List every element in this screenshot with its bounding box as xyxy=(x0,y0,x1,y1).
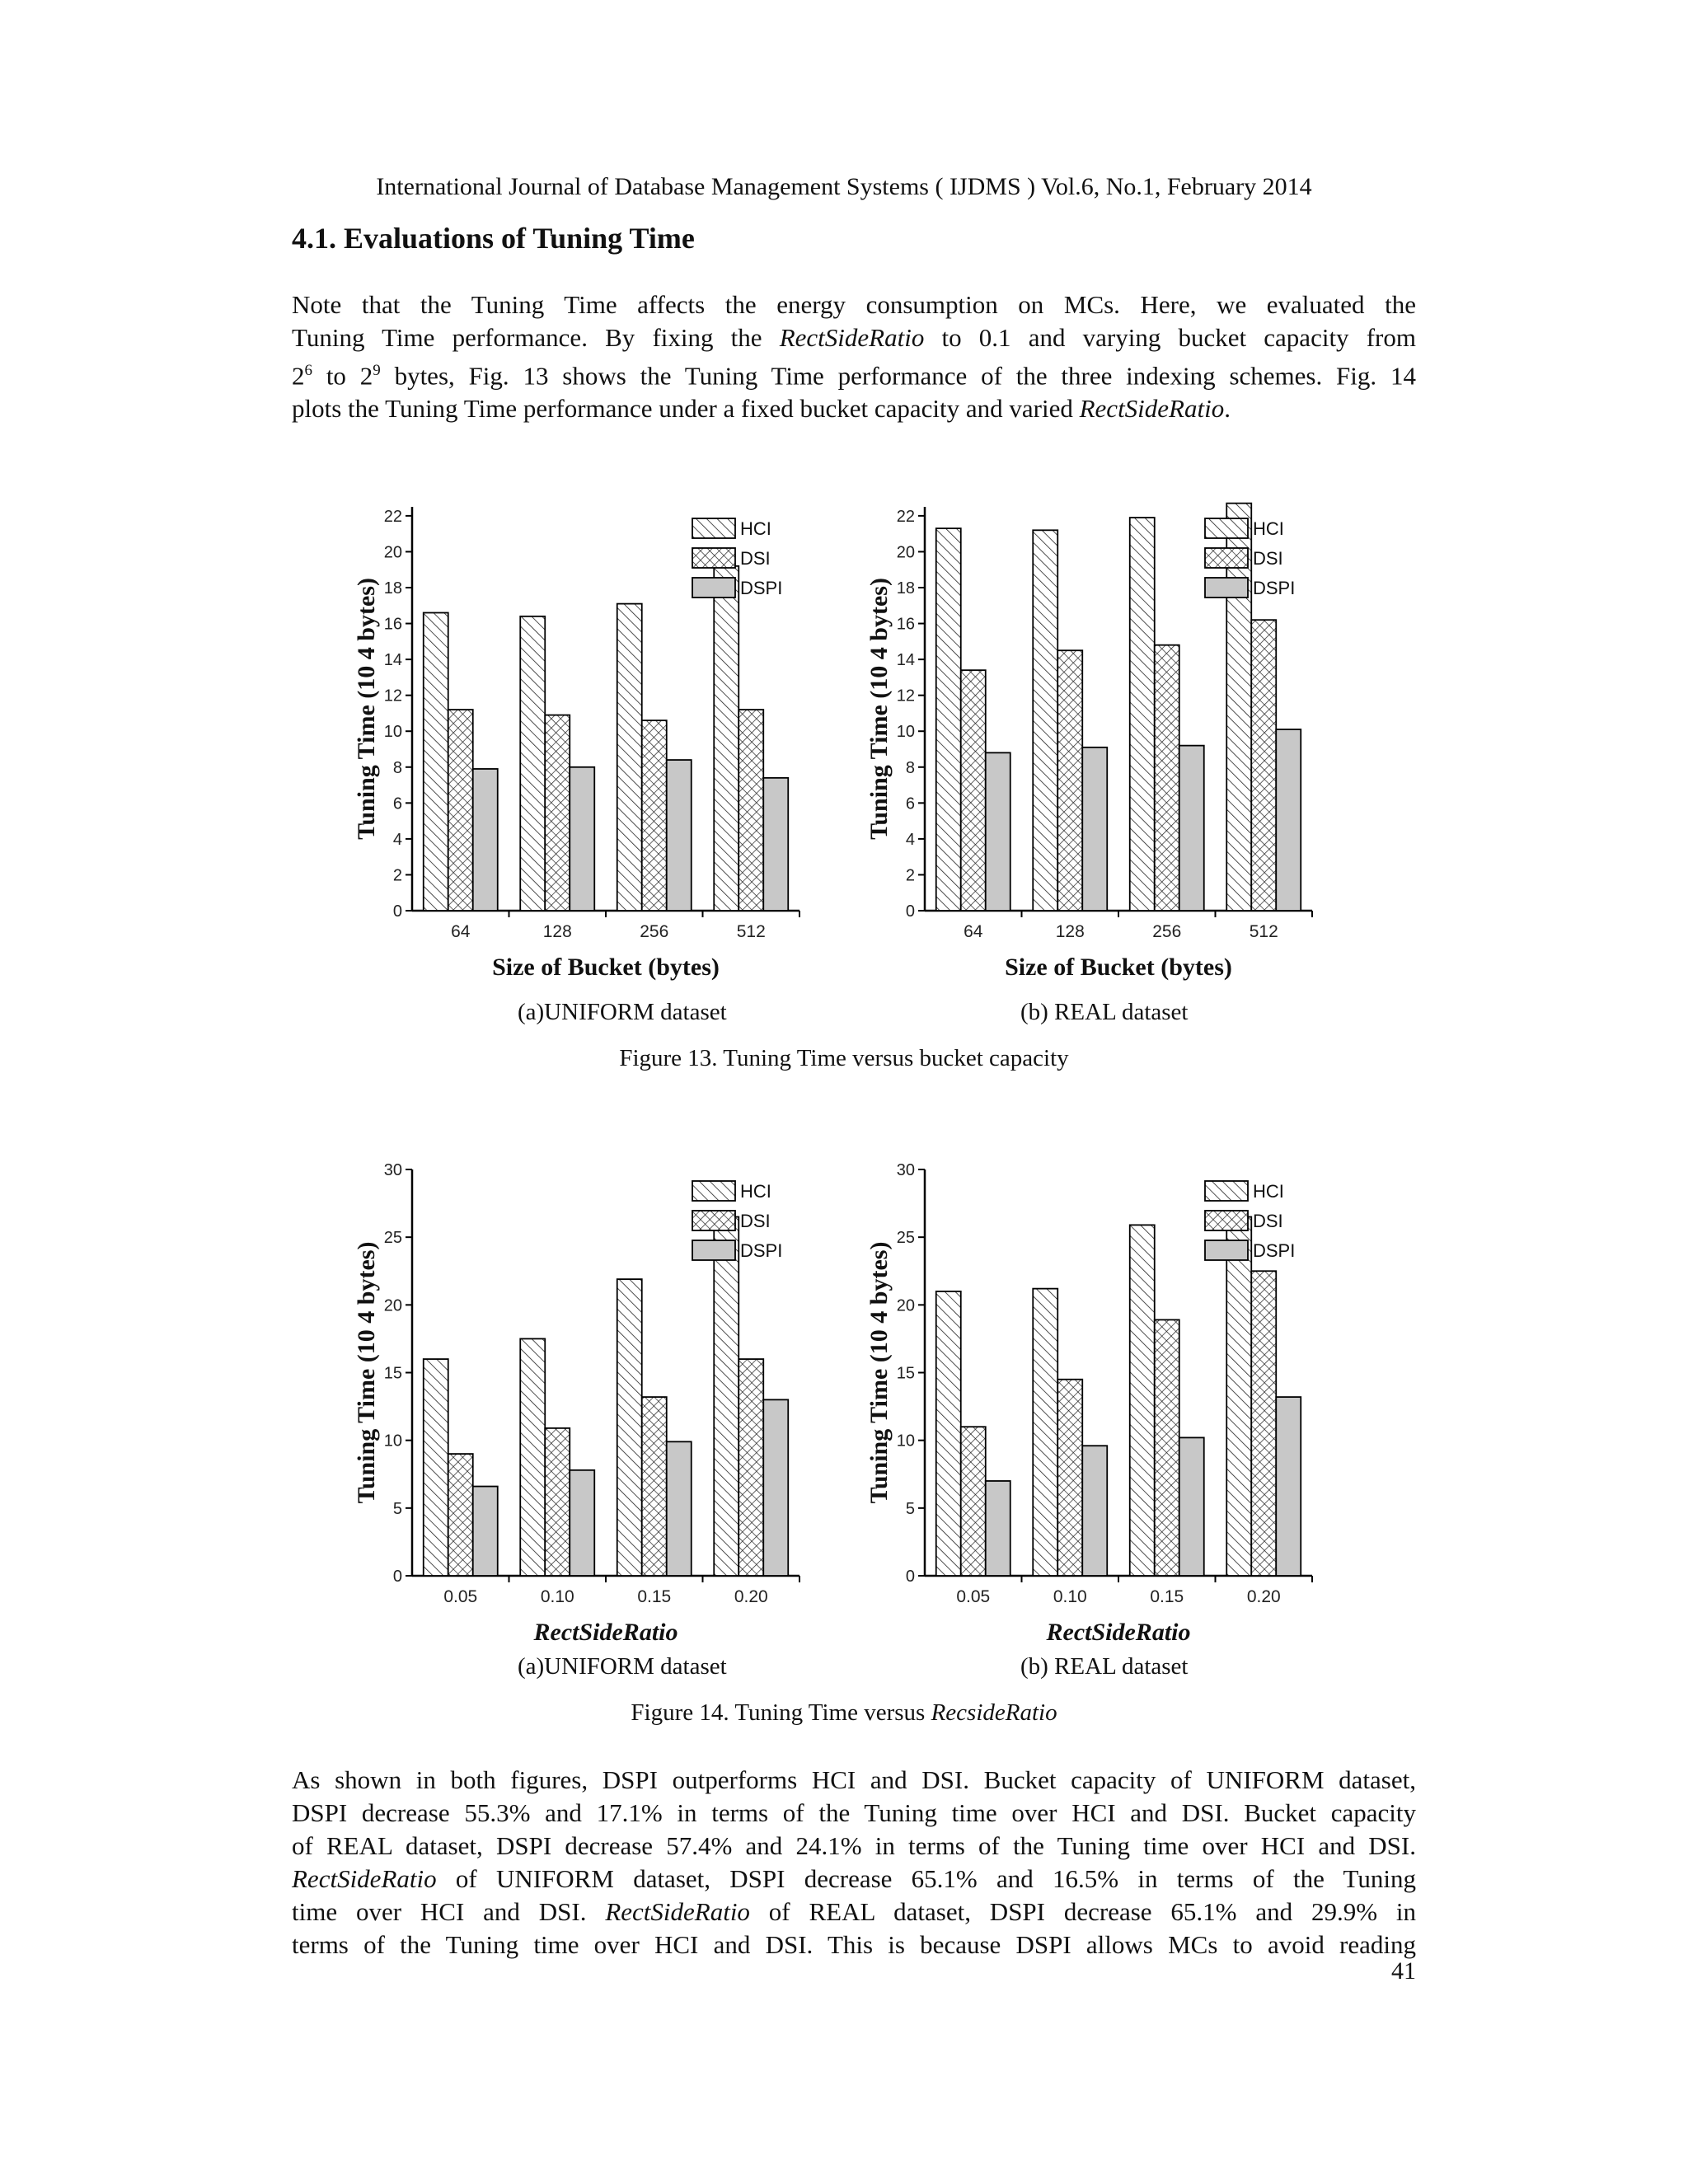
legend-swatch-dspi xyxy=(1205,1240,1248,1260)
x-axis-label: RectSideRatio xyxy=(533,1619,678,1646)
y-tick-label: 12 xyxy=(896,687,915,705)
bar-hci xyxy=(1130,518,1155,911)
y-tick-label: 16 xyxy=(383,615,402,634)
bar-hci xyxy=(936,528,961,911)
x-axis-label: RectSideRatio xyxy=(1046,1619,1191,1646)
x-tick-label: 64 xyxy=(451,922,471,941)
y-tick-label: 0 xyxy=(392,1568,402,1586)
legend-label-dsi: DSI xyxy=(740,1211,771,1231)
bar-dsi xyxy=(1057,1380,1082,1576)
intro-line-1: Note that the Tuning Time affects the energy consumption on MCs. Here, we evaluated the xyxy=(292,290,1416,319)
bar-dspi xyxy=(1276,729,1301,911)
bar-dspi xyxy=(1276,1397,1301,1576)
x-tick-label: 0.20 xyxy=(734,1587,768,1606)
y-tick-label: 20 xyxy=(383,543,402,562)
bar-hci xyxy=(617,604,642,911)
bar-dsi xyxy=(738,710,763,911)
chart-fig13b xyxy=(859,494,1370,1005)
fig14-subcaption-b: (b) REAL dataset xyxy=(1020,1653,1189,1680)
bar-dsi xyxy=(545,1428,570,1576)
bar-dspi xyxy=(667,760,692,911)
bar-dsi xyxy=(1155,645,1179,911)
fig13-subcaption-a: (a)UNIFORM dataset xyxy=(518,999,727,1025)
chart-fig14a xyxy=(346,1154,857,1657)
bar-hci xyxy=(520,616,545,911)
y-tick-label: 2 xyxy=(392,866,402,885)
x-tick-label: 0.15 xyxy=(637,1587,672,1606)
bar-dspi xyxy=(986,1481,1010,1576)
y-tick-label: 5 xyxy=(905,1499,915,1518)
x-tick-label: 128 xyxy=(542,922,572,941)
x-axis-label: Size of Bucket (bytes) xyxy=(1005,954,1232,981)
bar-hci xyxy=(520,1338,545,1576)
bar-hci xyxy=(1033,1289,1057,1576)
y-tick-label: 8 xyxy=(392,758,402,777)
bar-dspi xyxy=(473,769,498,911)
y-tick-label: 4 xyxy=(392,830,402,849)
y-tick-label: 10 xyxy=(896,1432,915,1451)
bar-hci xyxy=(1226,1217,1251,1576)
bar-dsi xyxy=(448,1454,473,1576)
bar-dsi xyxy=(545,715,570,911)
y-tick-label: 30 xyxy=(896,1161,915,1179)
legend-swatch-hci xyxy=(1205,1181,1248,1201)
x-tick-label: 64 xyxy=(964,922,983,941)
legend-swatch-dspi xyxy=(1205,578,1248,598)
bar-dsi xyxy=(1155,1319,1179,1576)
bar-hci xyxy=(1033,530,1057,911)
bar-dsi xyxy=(961,670,986,911)
y-tick-label: 0 xyxy=(905,1568,915,1586)
y-tick-label: 30 xyxy=(383,1161,402,1179)
bar-dspi xyxy=(1179,1437,1204,1576)
legend-swatch-dspi xyxy=(692,1240,735,1260)
results-line-5: time over HCI and DSI. RectSideRatio of REAL dataset, DSPI decrease 65.1% and 29.9% in xyxy=(292,1897,1416,1926)
x-tick-label: 512 xyxy=(1249,922,1278,941)
x-tick-label: 0.10 xyxy=(540,1587,574,1606)
y-tick-label: 16 xyxy=(896,615,915,634)
chart-fig14b xyxy=(859,1154,1370,1657)
x-tick-label: 0.05 xyxy=(443,1587,478,1606)
intro-line-3: $2^6$ to $2^9$ bytes, Fig. 13 shows the Tuning Time performance of the three indexing schemes. Fig. 14 xyxy=(292,361,1416,391)
section-title: 4.1. Evaluations of Tuning Time xyxy=(292,222,695,255)
legend-label-dspi: DSPI xyxy=(1253,578,1296,598)
y-axis-label: Tuning Time (10 4 bytes) xyxy=(353,1241,380,1504)
bar-dspi xyxy=(570,767,594,911)
y-tick-label: 10 xyxy=(383,723,402,742)
bar-hci xyxy=(936,1291,961,1576)
y-tick-label: 22 xyxy=(383,507,402,526)
bar-dspi xyxy=(570,1470,594,1576)
y-axis-label: Tuning Time (10 4 bytes) xyxy=(865,1241,893,1504)
bar-hci xyxy=(1130,1225,1155,1576)
bar-dspi xyxy=(763,778,788,911)
y-tick-label: 25 xyxy=(896,1229,915,1248)
y-tick-label: 10 xyxy=(383,1432,402,1451)
bar-dspi xyxy=(763,1399,788,1576)
legend-label-dsi: DSI xyxy=(740,548,771,569)
legend-label-hci: HCI xyxy=(740,518,771,539)
bar-dsi xyxy=(448,710,473,911)
y-tick-label: 12 xyxy=(383,687,402,705)
journal-header: International Journal of Database Management Systems ( IJDMS ) Vol.6, No.1, February 2014 xyxy=(376,173,1312,200)
y-tick-label: 14 xyxy=(896,651,915,670)
legend-label-hci: HCI xyxy=(1253,1181,1284,1202)
y-tick-label: 10 xyxy=(896,723,915,742)
x-tick-label: 128 xyxy=(1055,922,1085,941)
x-tick-label: 512 xyxy=(736,922,766,941)
y-tick-label: 25 xyxy=(383,1229,402,1248)
y-tick-label: 8 xyxy=(905,758,915,777)
y-tick-label: 0 xyxy=(392,902,402,921)
legend-label-hci: HCI xyxy=(1253,518,1284,539)
y-tick-label: 4 xyxy=(905,830,915,849)
results-line-6: terms of the Tuning time over HCI and DSI. This is because DSPI allows MCs to avoid reading xyxy=(292,1930,1416,1959)
bar-dsi xyxy=(961,1427,986,1576)
y-tick-label: 15 xyxy=(383,1364,402,1383)
bar-dsi xyxy=(738,1359,763,1576)
bar-dspi xyxy=(473,1487,498,1576)
legend-label-dspi: DSPI xyxy=(740,578,783,598)
legend-swatch-dsi xyxy=(692,1211,735,1230)
intro-line-2: Tuning Time performance. By fixing the RectSideRatio to 0.1 and varying bucket capacity from xyxy=(292,323,1416,352)
bar-dsi xyxy=(642,1397,667,1576)
x-tick-label: 0.10 xyxy=(1053,1587,1087,1606)
bar-dspi xyxy=(1082,748,1107,911)
y-tick-label: 6 xyxy=(392,794,402,813)
x-tick-label: 0.15 xyxy=(1150,1587,1184,1606)
y-tick-label: 20 xyxy=(383,1296,402,1315)
intro-paragraph xyxy=(292,288,1416,425)
bar-hci xyxy=(424,1359,448,1576)
y-tick-label: 14 xyxy=(383,651,402,670)
intro-line-4: plots the Tuning Time performance under a fixed bucket capacity and varied RectSideRatio. xyxy=(292,394,1231,424)
figure-14-caption: Figure 14. Tuning Time versus RecsideRatio xyxy=(631,1699,1057,1726)
legend-label-dsi: DSI xyxy=(1253,548,1283,569)
bar-hci xyxy=(714,566,738,911)
y-tick-label: 6 xyxy=(905,794,915,813)
results-line-4: RectSideRatio of UNIFORM dataset, DSPI decrease 65.1% and 16.5% in terms of the Tuning xyxy=(292,1864,1416,1893)
results-paragraph xyxy=(292,1764,1416,1961)
legend-label-dsi: DSI xyxy=(1253,1211,1283,1231)
legend-swatch-hci xyxy=(1205,518,1248,538)
results-line-1: As shown in both figures, DSPI outperforms HCI and DSI. Bucket capacity of UNIFORM dataset, xyxy=(292,1765,1416,1794)
y-tick-label: 5 xyxy=(392,1499,402,1518)
legend-swatch-hci xyxy=(692,518,735,538)
legend-swatch-hci xyxy=(692,1181,735,1201)
legend-label-dspi: DSPI xyxy=(1253,1240,1296,1261)
y-tick-label: 18 xyxy=(383,579,402,598)
y-axis-label: Tuning Time (10 4 bytes) xyxy=(865,578,893,840)
legend-swatch-dsi xyxy=(1205,1211,1248,1230)
bar-hci xyxy=(714,1217,738,1576)
x-tick-label: 256 xyxy=(640,922,669,941)
results-line-3: of REAL dataset, DSPI decrease 57.4% and 24.1% in terms of the Tuning time over HCI and DSI. xyxy=(292,1831,1416,1860)
legend-label-hci: HCI xyxy=(740,1181,771,1202)
y-tick-label: 20 xyxy=(896,543,915,562)
bar-dsi xyxy=(1251,1271,1276,1576)
x-tick-label: 0.20 xyxy=(1246,1587,1281,1606)
results-line-2: DSPI decrease 55.3% and 17.1% in terms of the Tuning time over HCI and DSI. Bucket capacity xyxy=(292,1798,1416,1827)
fig13-subcaption-b: (b) REAL dataset xyxy=(1020,999,1189,1025)
y-tick-label: 18 xyxy=(896,579,915,598)
legend-swatch-dsi xyxy=(692,548,735,568)
bar-dspi xyxy=(1082,1446,1107,1576)
y-tick-label: 0 xyxy=(905,902,915,921)
chart-fig13a xyxy=(346,494,857,1005)
x-tick-label: 256 xyxy=(1152,922,1182,941)
y-tick-label: 22 xyxy=(896,507,915,526)
legend-swatch-dsi xyxy=(1205,548,1248,568)
y-tick-label: 15 xyxy=(896,1364,915,1383)
fig14-subcaption-a: (a)UNIFORM dataset xyxy=(518,1653,727,1680)
legend-label-dspi: DSPI xyxy=(740,1240,783,1261)
bar-hci xyxy=(424,612,448,911)
figure-13-caption: Figure 13. Tuning Time versus bucket capacity xyxy=(619,1045,1069,1071)
x-axis-label: Size of Bucket (bytes) xyxy=(492,954,720,981)
bar-dsi xyxy=(1057,650,1082,911)
bar-dspi xyxy=(667,1441,692,1576)
page-number: 41 xyxy=(1391,1957,1416,1985)
y-tick-label: 2 xyxy=(905,866,915,885)
bar-dsi xyxy=(1251,620,1276,911)
x-tick-label: 0.05 xyxy=(956,1587,991,1606)
y-tick-label: 20 xyxy=(896,1296,915,1315)
bar-dspi xyxy=(986,752,1010,911)
bar-dspi xyxy=(1179,746,1204,911)
bar-hci xyxy=(617,1279,642,1576)
legend-swatch-dspi xyxy=(692,578,735,598)
y-axis-label: Tuning Time (10 4 bytes) xyxy=(353,578,380,840)
bar-dsi xyxy=(642,720,667,911)
